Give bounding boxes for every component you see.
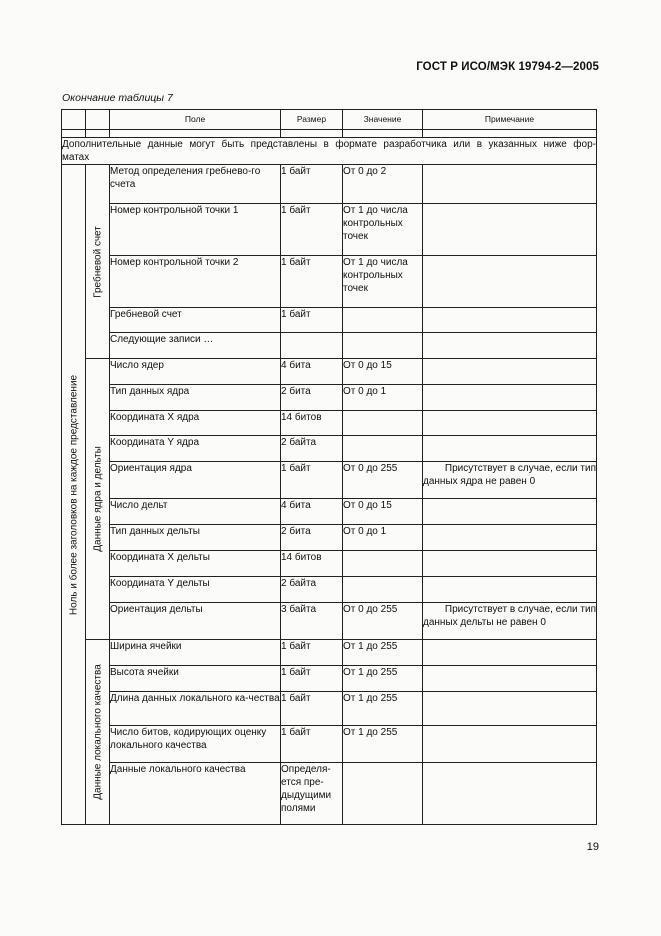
value-cell: От 0 до 255 [343, 603, 423, 640]
field-cell: Номер контрольной точки 1 [110, 204, 281, 256]
data-table [61, 109, 597, 825]
value-cell [343, 333, 423, 359]
size-cell: 1 байт [281, 726, 343, 763]
size-cell: 1 байт [281, 256, 343, 308]
size-cell: 3 байта [281, 603, 343, 640]
group-local-quality-label: Данные локального качества [92, 664, 103, 800]
table-body [62, 165, 597, 825]
format-note [62, 138, 597, 165]
size-cell: 1 байт [281, 666, 343, 692]
table-row [62, 359, 597, 385]
size-cell: 1 байт [281, 692, 343, 726]
field-cell: Координата X дельты [110, 551, 281, 577]
header-blank [62, 110, 86, 130]
table-row [62, 577, 597, 603]
field-cell: Координата Y дельты [110, 577, 281, 603]
field-cell: Высота ячейки [110, 666, 281, 692]
note-line-1: Дополнительные данные могут быть представлены в формате разработчика или в указанных ниже фор- [62, 139, 596, 150]
remark-cell [423, 726, 597, 763]
remark-cell [423, 525, 597, 551]
size-cell: 2 байта [281, 577, 343, 603]
table-row [62, 551, 597, 577]
size-cell: 2 бита [281, 525, 343, 551]
value-cell: От 1 до числа контрольных точек [343, 204, 423, 256]
table-row [62, 525, 597, 551]
table-row [62, 385, 597, 411]
table-row [62, 640, 597, 666]
remark-cell [423, 385, 597, 411]
value-cell: От 1 до 255 [343, 666, 423, 692]
value-cell [343, 308, 423, 333]
field-cell: Тип данных дельты [110, 525, 281, 551]
remark-cell [423, 411, 597, 436]
field-cell: Ориентация дельты [110, 603, 281, 640]
value-cell: От 0 до 2 [343, 165, 423, 204]
remark-cell [423, 763, 597, 825]
page-number: 19 [586, 841, 599, 853]
value-cell: От 0 до 15 [343, 499, 423, 525]
table-row [62, 436, 597, 462]
value-cell: От 1 до 255 [343, 640, 423, 666]
value-cell [343, 411, 423, 436]
table-row [62, 256, 597, 308]
value-cell [343, 436, 423, 462]
remark-cell [423, 359, 597, 385]
remark-cell [423, 577, 597, 603]
table-row [62, 411, 597, 436]
value-cell: От 0 до 1 [343, 385, 423, 411]
value-cell: От 0 до 1 [343, 525, 423, 551]
group-ridge-count-label: Гребневой счет [92, 225, 103, 298]
table-row [62, 666, 597, 692]
remark-cell [423, 640, 597, 666]
value-cell: От 1 до 255 [343, 726, 423, 763]
field-cell: Число дельт [110, 499, 281, 525]
field-cell: Тип данных ядра [110, 385, 281, 411]
group-local-quality [86, 640, 110, 825]
remark-cell [423, 666, 597, 692]
remark-line-2: данных дельты не равен 0 [423, 617, 546, 628]
table-row [62, 763, 597, 825]
column-header-field: Поле [110, 110, 281, 130]
table-header-row [62, 110, 597, 130]
remark-cell [423, 551, 597, 577]
size-cell: 4 бита [281, 359, 343, 385]
value-cell: От 1 до 255 [343, 692, 423, 726]
size-cell [281, 333, 343, 359]
field-cell: Гребневой счет [110, 308, 281, 333]
table-row [62, 462, 597, 499]
size-cell: 1 байт [281, 462, 343, 499]
field-cell: Длина данных локального ка-чества [110, 692, 281, 726]
group-ridge-count [86, 165, 110, 359]
note-line-2: матах [62, 152, 90, 163]
spacer-row [62, 130, 597, 138]
table-row [62, 165, 597, 204]
group-core-delta-label: Данные ядра и дельты [92, 446, 103, 552]
remark-cell [423, 692, 597, 726]
remark-cell [423, 603, 597, 640]
column-header-size: Размер [281, 110, 343, 130]
remark-cell [423, 256, 597, 308]
field-cell: Число битов, кодирующих оценку локального качества [110, 726, 281, 763]
remark-cell [423, 204, 597, 256]
table-row [62, 204, 597, 256]
value-cell [343, 577, 423, 603]
size-cell: 14 битов [281, 411, 343, 436]
remark-cell [423, 436, 597, 462]
remark-cell [423, 499, 597, 525]
value-cell [343, 551, 423, 577]
field-cell: Метод определения гребнево-го счета [110, 165, 281, 204]
field-cell: Координата X ядра [110, 411, 281, 436]
size-cell: 14 битов [281, 551, 343, 577]
field-cell: Номер контрольной точки 2 [110, 256, 281, 308]
field-cell: Данные локального качества [110, 763, 281, 825]
column-header-remark: Примечание [423, 110, 597, 130]
remark-cell [423, 165, 597, 204]
remark-cell [423, 333, 597, 359]
size-cell: 2 байта [281, 436, 343, 462]
remark-line-1: Присутствует в случае, если тип [444, 463, 596, 474]
remark-cell [423, 308, 597, 333]
size-cell: Определя-ется пре-дыдущими полями [281, 763, 343, 825]
table-row [62, 499, 597, 525]
value-cell: От 1 до числа контрольных точек [343, 256, 423, 308]
field-cell: Ширина ячейки [110, 640, 281, 666]
group-core-delta [86, 359, 110, 640]
table-row [62, 308, 597, 333]
table-row [62, 692, 597, 726]
table-row [62, 333, 597, 359]
value-cell: От 0 до 15 [343, 359, 423, 385]
document-header: ГОСТ Р ИСО/МЭК 19794-2—2005 [416, 61, 599, 73]
size-cell: 1 байт [281, 308, 343, 333]
size-cell: 1 байт [281, 640, 343, 666]
remark-line-1: Присутствует в случае, если тип [444, 604, 596, 615]
size-cell: 2 бита [281, 385, 343, 411]
remark-line-2: данных ядра не равен 0 [423, 476, 536, 487]
field-cell: Координата Y ядра [110, 436, 281, 462]
size-cell: 4 бита [281, 499, 343, 525]
table-row [62, 726, 597, 763]
field-cell: Число ядер [110, 359, 281, 385]
field-cell: Ориентация ядра [110, 462, 281, 499]
outer-group-cell-label: Ноль и более заголовков на каждое представление [68, 374, 79, 615]
value-cell [343, 763, 423, 825]
value-cell: От 0 до 255 [343, 462, 423, 499]
remark-cell [423, 462, 597, 499]
table-caption: Окончание таблицы 7 [62, 92, 173, 104]
size-cell: 1 байт [281, 165, 343, 204]
size-cell: 1 байт [281, 204, 343, 256]
note-row [62, 138, 597, 165]
field-cell: Следующие записи … [110, 333, 281, 359]
outer-group-cell [62, 165, 86, 825]
column-header-value: Значение [343, 110, 423, 130]
header-blank [86, 110, 110, 130]
table-row [62, 603, 597, 640]
